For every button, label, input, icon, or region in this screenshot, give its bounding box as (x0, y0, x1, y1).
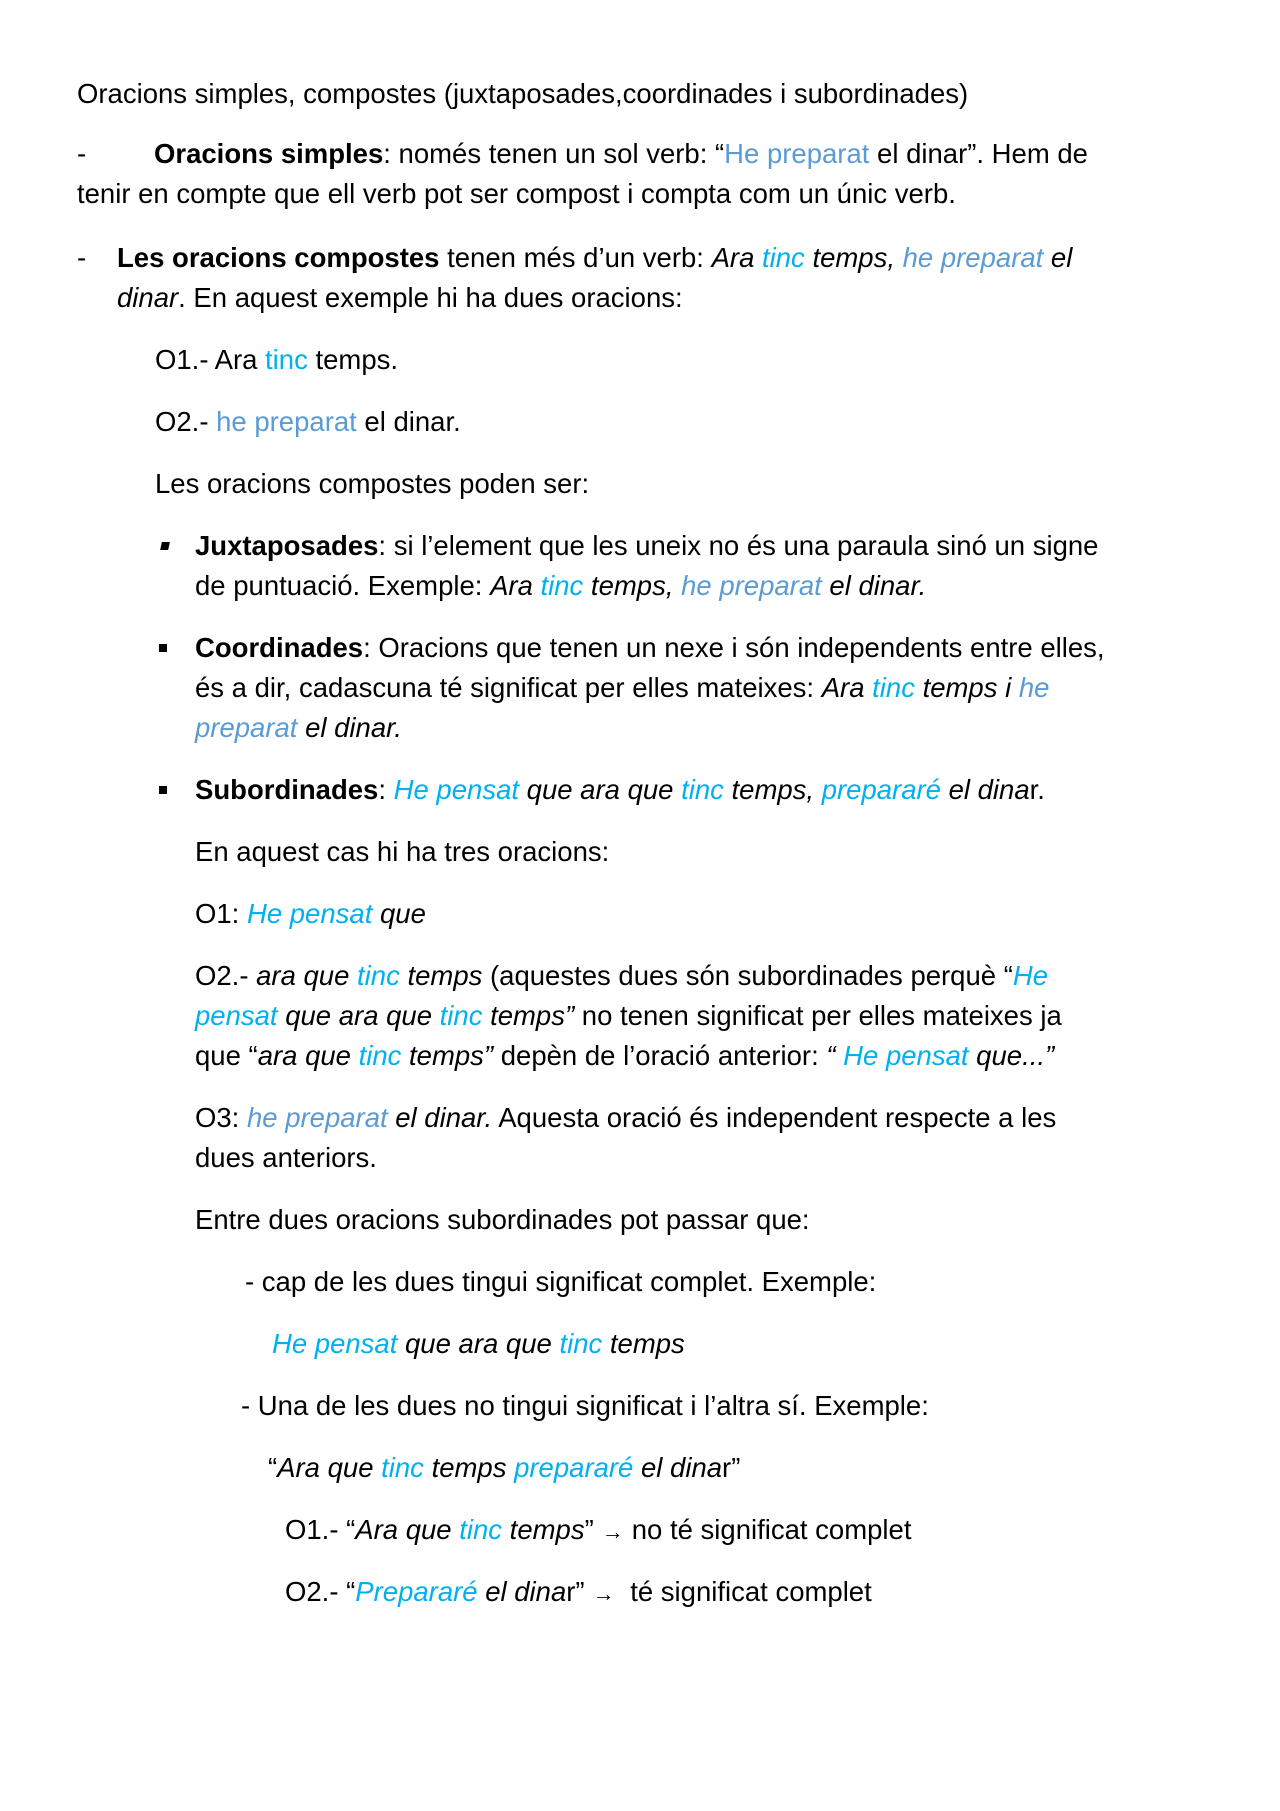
bullet-square-icon (159, 644, 167, 652)
verb-highlight: He (1012, 960, 1049, 991)
case-1: - cap de les dues tingui significat complet. Exemple: (245, 1266, 877, 1297)
subord-o2-line3: que “ara que tinc temps” depèn de l’oració anterior: “ He pensat que...” (195, 1040, 1055, 1071)
simples-paragraph: Oracions simples: només tenen un sol verb: “He preparat el dinar”. Hem de (154, 138, 1088, 169)
verb-highlight: he preparat (902, 242, 1044, 273)
compostes-dash: - (77, 242, 87, 273)
compostes-term: Les oracions compostes (117, 242, 440, 273)
subordinades-term: Subordinades (195, 774, 379, 805)
verb-highlight: tinc (439, 1000, 483, 1031)
verb-highlight: tinc (872, 672, 915, 703)
verb-highlight: tinc (265, 344, 308, 375)
example-o1: O1.- Ara tinc temps. (155, 344, 399, 375)
verb-highlight: tinc (381, 1452, 424, 1483)
simples-term: Oracions simples (154, 138, 384, 169)
verb-highlight: He pensat (272, 1328, 398, 1359)
subordinades-item: Subordinades: He pensat que ara que tinc temps, prepararé el dinar. (195, 774, 1045, 805)
final-o2: O2.- “Prepararé el dinar” → té significat complet (285, 1572, 872, 1614)
verb-highlight: pensat (195, 1000, 278, 1031)
coordinades-item-line2: és a dir, cadascuna té significat per elles mateixes: Ara tinc temps i he (195, 672, 1050, 703)
verb-highlight: He pensat (843, 1040, 969, 1071)
subord-o1: O1: He pensat que (195, 898, 426, 929)
final-o1: O1.- “Ara que tinc temps” → no té significat complet (285, 1510, 911, 1552)
verb-highlight: tinc (681, 774, 724, 805)
example-2: “Ara que tinc temps prepararé el dinar” (268, 1452, 741, 1483)
verb-highlight: tinc (459, 1514, 503, 1545)
entre-text: Entre dues oracions subordinades pot passar que: (195, 1204, 810, 1235)
subord-o2: O2.- ara que tinc temps (aquestes dues són subordinades perquè “He (195, 960, 1049, 991)
verb-highlight: he preparat (216, 406, 357, 437)
subord-o3-line2: dues anteriors. (195, 1142, 377, 1173)
juxtaposades-term: Juxtaposades (195, 530, 379, 561)
simples-paragraph-line2: tenir en compte que ell verb pot ser compost i compta com un únic verb. (77, 178, 956, 209)
verb-highlight: He pensat (393, 774, 520, 805)
verb-highlight: tinc (358, 1040, 402, 1071)
document-title: Oracions simples, compostes (juxtaposades,coordinades i subordinades) (77, 78, 969, 109)
verb-highlight: he (1018, 672, 1050, 703)
example-1: He pensat que ara que tinc temps (272, 1328, 685, 1359)
verb-highlight: prepararé (514, 1452, 634, 1483)
bullet-square-icon (159, 786, 167, 794)
juxtaposades-item: Juxtaposades: si l’element que les uneix no és una paraula sinó un signe (195, 530, 1099, 561)
case-2: - Una de les dues no tingui significat i l’altra sí. Exemple: (241, 1390, 929, 1421)
subord-o3: O3: he preparat el dinar. Aquesta oració és independent respecte a les (195, 1102, 1057, 1133)
coordinades-item-line3: preparat el dinar. (195, 712, 402, 743)
tres-oracions-text: En aquest cas hi ha tres oracions: (195, 836, 610, 867)
verb-highlight: He pensat (246, 898, 373, 929)
verb-highlight: tinc (357, 960, 400, 991)
verb-highlight: tinc (762, 242, 805, 273)
subord-o2-line2: pensat que ara que tinc temps” no tenen significat per elles mateixes ja (195, 1000, 1062, 1031)
simples-dash: - (77, 138, 87, 169)
verb-highlight: he preparat (246, 1102, 388, 1133)
verb-highlight: he preparat (681, 570, 822, 601)
verb-highlight: Prepararé (355, 1576, 478, 1607)
verb-highlight: prepararé (821, 774, 941, 805)
verb-highlight: tinc (559, 1328, 603, 1359)
arrow-right-icon: → (601, 1519, 624, 1544)
poden-ser-text: Les oracions compostes poden ser: (155, 468, 590, 499)
verb-highlight: He preparat (724, 138, 870, 169)
coordinades-term: Coordinades (195, 632, 364, 663)
compostes-paragraph-line2: dinar. En aquest exemple hi ha dues oracions: (117, 282, 683, 313)
coordinades-item: Coordinades: Oracions que tenen un nexe i són independents entre elles, (195, 632, 1105, 663)
juxtaposades-item-line2: de puntuació. Exemple: Ara tinc temps, he preparat el dinar. (195, 570, 927, 601)
arrow-right-icon: → (592, 1581, 615, 1606)
example-o2: O2.- he preparat el dinar. (155, 406, 461, 437)
verb-highlight: tinc (540, 570, 584, 601)
bullet-square-icon (160, 542, 170, 550)
verb-highlight: preparat (195, 712, 298, 743)
compostes-paragraph: Les oracions compostes tenen més d’un verb: Ara tinc temps, he preparat el (117, 242, 1073, 273)
